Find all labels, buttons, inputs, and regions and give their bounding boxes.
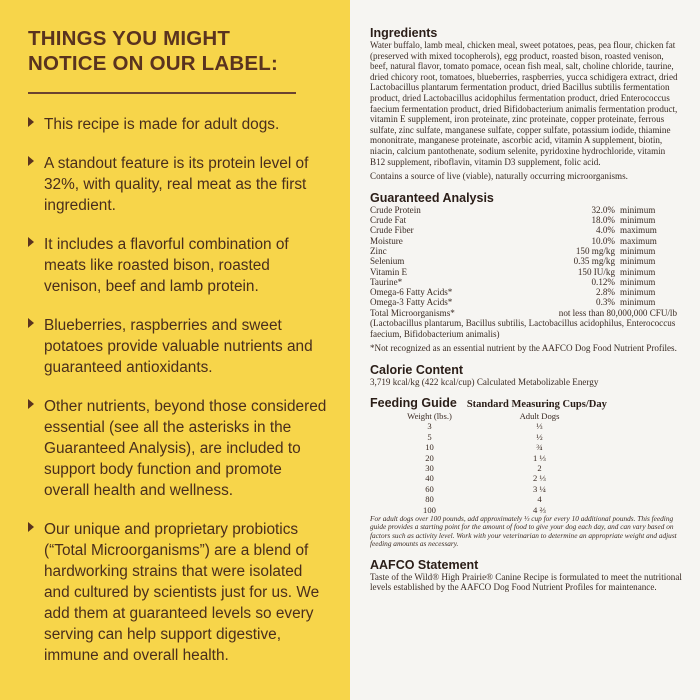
table-row: 5 ½ bbox=[427, 431, 543, 442]
table-row: Taurine* 0.12% minimum bbox=[370, 276, 656, 287]
table-row: Selenium 0.35 mg/kg minimum bbox=[370, 256, 656, 267]
notes-list bbox=[28, 114, 328, 666]
weight-column-header: Weight (lbs.) bbox=[407, 410, 452, 421]
table-row: Crude Fat 18.0% minimum bbox=[370, 215, 656, 226]
bullet-arrow-icon bbox=[28, 522, 34, 532]
table-header-row bbox=[392, 411, 612, 421]
table-row: Crude Fiber 4.0% maximum bbox=[370, 225, 657, 236]
panel-title bbox=[28, 26, 328, 76]
bullet-arrow-icon bbox=[28, 399, 34, 409]
table-row: Total Microorganisms* not less than 80,000,000 CFU/lb bbox=[370, 307, 677, 318]
table-row: 40 2 ⅓ bbox=[425, 473, 546, 484]
table-row: Crude Protein 32.0% minimum bbox=[370, 204, 656, 215]
bullet-arrow-icon bbox=[28, 117, 34, 127]
ingredients-heading: Ingredients bbox=[370, 26, 438, 40]
ga-footnote: *Not recognized as an essential nutrient by the AAFCO Dog Food Nutrient Profiles. bbox=[370, 343, 677, 354]
list-item: A standout feature is its protein level of 32%, with quality, real meat as the first ingredient. bbox=[28, 153, 328, 216]
table-row: Moisture 10.0% maximum bbox=[370, 235, 657, 246]
list-item: Blueberries, raspberries and sweet potatoes provide valuable nutrients and guaranteed antioxidants. bbox=[28, 315, 328, 378]
feeding-guide-subheading: Standard Measuring Cups/Day bbox=[466, 399, 607, 411]
list-item: It includes a flavorful combination of meats like roasted bison, roasted venison, beef and lamb protein. bbox=[28, 234, 328, 297]
panel-title-line2: NOTICE ON OUR LABEL: bbox=[28, 52, 278, 75]
nutrition-label-panel bbox=[350, 0, 700, 700]
title-divider bbox=[28, 92, 296, 94]
table-row: 10 ¾ bbox=[425, 442, 543, 453]
bullet-arrow-icon bbox=[28, 318, 34, 328]
strains-list: (Lactobacillus plantarum, Bacillus subtilis, Lactobacillus acidophilus, Enterococcus faecium, Bifidobacterium animalis) bbox=[370, 317, 676, 339]
aafco-heading: AAFCO Statement bbox=[370, 557, 479, 572]
aafco-text: Taste of the Wild® High Prairie® Canine Recipe is formulated to meet the nutritional levels established by the AAFCO Dog Food Nutrient Profiles for maintenance. bbox=[370, 571, 682, 593]
table-row: 60 3 ¼ bbox=[425, 483, 546, 494]
feeding-note: For adult dogs over 100 pounds, add approximately ⅓ cup for every 10 additional pounds. This feeding guide provides a starting point for the amount of food to give your dog each day, and can vary based on factors such as activity level. Work with your veterinarian to determine an appropriate weight and adjust feeding amounts as necessary. bbox=[370, 514, 677, 549]
table-row: 3 ⅓ bbox=[427, 421, 543, 432]
adult-dogs-column-header: Adult Dogs bbox=[519, 410, 560, 421]
bullet-arrow-icon bbox=[28, 156, 34, 166]
calorie-heading: Calorie Content bbox=[370, 362, 464, 377]
table-row: Zinc 150 mg/kg minimum bbox=[370, 245, 656, 256]
table-row: Omega-3 Fatty Acids* 0.3% minimum bbox=[370, 297, 656, 308]
feeding-guide-table bbox=[392, 411, 612, 515]
feeding-guide-header bbox=[370, 396, 682, 411]
microorganisms-note: Contains a source of live (viable), naturally occurring microorganisms. bbox=[370, 171, 628, 182]
guaranteed-analysis-heading: Guaranteed Analysis bbox=[370, 190, 494, 205]
list-item: Our unique and proprietary probiotics (“Total Microorganisms”) are a blend of hardworking strains that were isolated and cultured by scientists just for us. We add them at guaranteed levels so every serving can help support digestive, immune and overall health. bbox=[28, 519, 328, 666]
table-row: Omega-6 Fatty Acids* 2.8% minimum bbox=[370, 287, 656, 298]
guaranteed-analysis-table bbox=[370, 205, 682, 318]
table-row: Vitamin E 150 IU/kg minimum bbox=[370, 266, 656, 277]
calorie-text: 3,719 kcal/kg (422 kcal/cup) Calculated Metabolizable Energy bbox=[370, 376, 599, 387]
ingredients-text: Water buffalo, lamb meal, chicken meal, sweet potatoes, peas, pea flour, chicken fat (preserved with mixed tocopherols), egg product, roasted bison, roasted venison, beef, natural flavor, tomato pomace, ocean fish meal, salt, choline chloride, taurine, dried chicory root, tomatoes, blueberries, raspberries, yucca schidigera extract, dried Lactobacillus plantarum fermentation product, dried Bacillus subtilis fermentation product, dried Lactobacillus acidophilus fermentation product, dried Enterococcus faecium fermentation product, dried Bifidobacterium animalis fermentation product, vitamin E supplement, iron proteinate, zinc proteinate, copper proteinate, ferrous sulfate, zinc sulfate, manganese sulfate, copper sulfate, potassium iodide, thiamine mononitrate, manganese proteinate, ascorbic acid, vitamin A supplement, biotin, niacin, calcium pantothenate, sodium selenite, pyridoxine hydrochloride, vitamin B12 supplement, riboflavin, vitamin D3 supplement, folic acid. bbox=[370, 40, 678, 167]
table-row: 100 4 ⅔ bbox=[423, 504, 546, 515]
feeding-guide-heading: Feeding Guide bbox=[370, 396, 457, 411]
list-item: This recipe is made for adult dogs. bbox=[28, 114, 328, 135]
list-item: Other nutrients, beyond those considered essential (see all the asterisks in the Guaranteed Analysis), are included to support body function and promote overall health and wellness. bbox=[28, 396, 328, 501]
table-row: 30 2 bbox=[425, 462, 542, 473]
table-row: 80 4 bbox=[425, 494, 542, 505]
bullet-arrow-icon bbox=[28, 237, 34, 247]
panel-title-line1: THINGS YOU MIGHT bbox=[28, 27, 231, 50]
table-row: 20 1 ⅓ bbox=[425, 452, 546, 463]
